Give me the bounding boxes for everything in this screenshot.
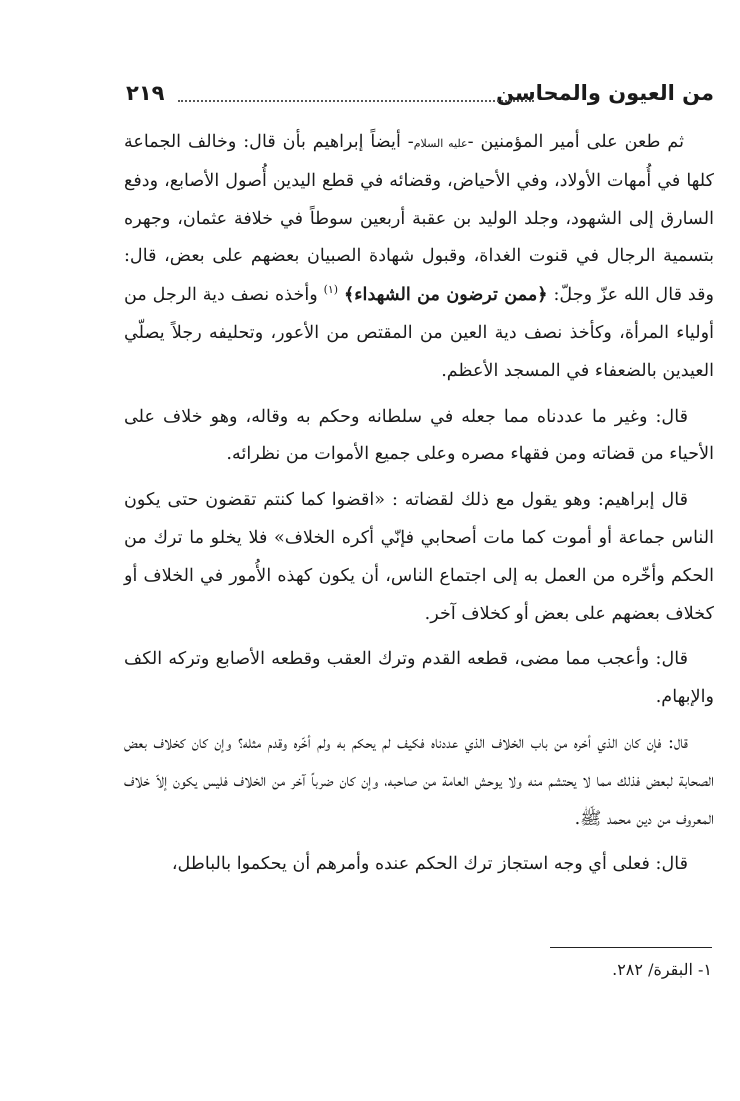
paragraph-4: قال: وأعجب مما مضى، قطعه القدم وترك العقب وقطعه الأصابع وتركه الكف والإبهام. xyxy=(124,649,714,708)
paragraph-text: ثم طعن على أمير المؤمنين - xyxy=(467,132,685,152)
paragraph-text: وأخذه نصف دية الرجل من أولياء المرأة، وكأخذ نصف دية العين من المقتص من الأعور، وتحليفه رجلاً يصلّي العيدين بالضعفاء في المسجد الأعظم. xyxy=(124,285,714,381)
header-dotted-leader xyxy=(178,100,534,102)
paragraph-3: قال إبراهيم: وهو يقول مع ذلك لقضاته : «اقضوا كما كنتم تقضون حتى يكون الناس جماعة أو أموت كما مات أصحابي فإنّي أكره الخلاف» فلا يخلو ما ترك من الحكم وأخّره من العمل به إلى اجتماع الناس، أن يكون كهذه الأُمور في الخلاف أو كخلاف بعضهم على بعض أو كخلاف آخر. xyxy=(124,490,714,624)
body-text xyxy=(124,124,714,892)
paragraph-6: قال: فعلى أي وجه استجاز ترك الحكم عنده وأمرهم أن يحكموا بالباطل، xyxy=(171,854,688,875)
footnote: ١- البقرة/ ٢٨٢. xyxy=(612,960,712,979)
quran-verse: ﴿ممن ترضون من الشهداء﴾ xyxy=(343,284,548,306)
footnote-separator xyxy=(550,947,712,948)
honorific: عليه السلام xyxy=(413,137,468,150)
paragraph-1 xyxy=(124,124,714,391)
page-header xyxy=(126,78,714,110)
footnote-reference: (١) xyxy=(323,283,339,297)
paragraph-text: - أيضاً إبراهيم بأن قال: وخالف الجماعة كلها في أُمهات الأولاد، وفي الأحياض، وقضائه في قطع اليدين أُصول الأصابع، ودفع السارق إلى الشهود، وجلد الوليد بن عقبة أربعين سوطاً في خلافة عثمان، وجهره بتسمية الرجال في قنوت الغداة، وقبول شهادة الصبيان بعضهم على بعض، قال: وقد قال الله عزّ وجلّ: xyxy=(124,132,714,306)
paragraph-5: قال: فإن كان الذي أخره من باب الخلاف الذي عددناه فكيف لم يحكم به ولم أخّره وقدم مثله؟ وإن كان كخلاف بعض الصحابة لبعض فذلك مما لا يحتشم منه ولا يوحش العامة من صاحبه، وإن كان ضرباً آخر من الخلاف فليس يكون إلاّ خلاف المعروف من دين محمد ﷺ. xyxy=(124,732,714,829)
running-title: من العيون والمحاسن xyxy=(496,81,714,105)
paragraph-2: قال: وغير ما عددناه مما جعله في سلطانه وحكم به وقاله، وهو خلاف على الأحياء من قضاته ومن فقهاء مصره وعلى جميع الأموات من نظرائه. xyxy=(124,406,714,465)
page-number: ٢١٩ xyxy=(126,81,165,105)
